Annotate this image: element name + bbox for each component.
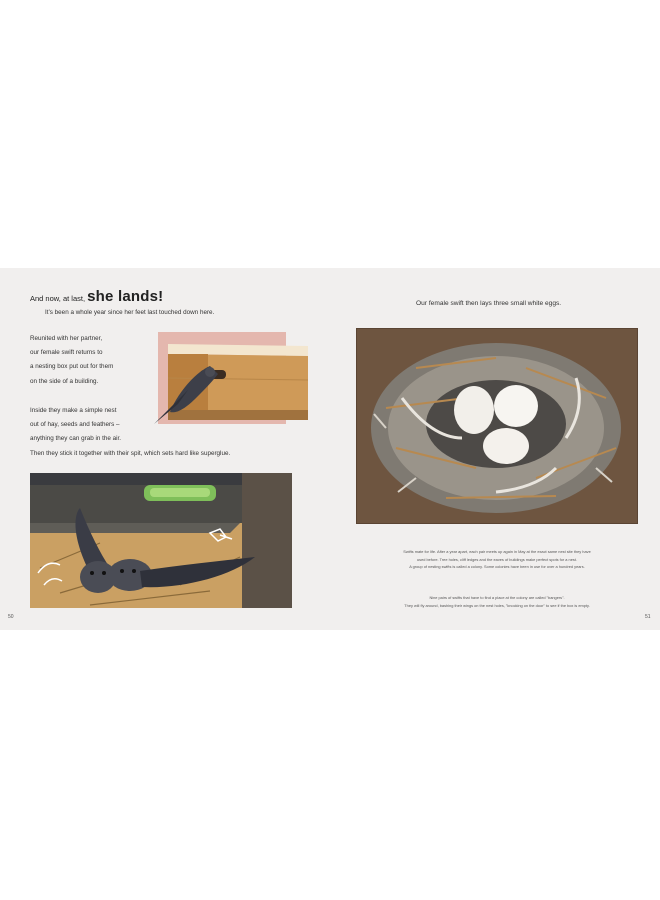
body-paragraph xyxy=(356,548,638,571)
text-line: Nine pairs of swifts that have to find a place at the colony are called "bangers". xyxy=(429,595,565,600)
text-line: anything they can grab in the air. xyxy=(30,435,122,443)
page-number-right: 51 xyxy=(645,614,651,620)
book-spread xyxy=(0,268,660,630)
lede-subtitle: It’s been a whole year since her feet last touched down here. xyxy=(45,309,215,316)
paragraph-reunited xyxy=(30,332,113,389)
text-line: Inside they make a simple nest xyxy=(30,407,117,414)
text-line: our female swift returns to xyxy=(30,349,103,357)
text-line: A group of nesting swifts is called a colony. Some colonies have been in use for over a hundred years. xyxy=(409,564,585,569)
text-line: a nesting box put out for them xyxy=(30,363,114,371)
lede-prefix: And now, at last, xyxy=(30,294,86,303)
lede-emphasis: she lands! xyxy=(87,288,164,305)
swift-pair-illustration xyxy=(30,473,292,608)
text-line: Reunited with her partner, xyxy=(30,335,103,342)
text-line: Swifts mate for life. After a year apart, each pair meets up again in May at the exact same nest site they have xyxy=(403,549,591,554)
text-line: used before. Tree holes, cliff ledges and the eaves of buildings make perfect spots for a nest. xyxy=(417,556,577,562)
body-paragraph-2 xyxy=(356,594,638,609)
text-line: Then they stick it together with their spit, which sets hard like superglue. xyxy=(30,449,231,457)
egg-caption: Our female swift then lays three small white eggs. xyxy=(416,300,562,307)
text-line: They will fly around, bashing their wings on the nest holes, "knocking on the door" to see if the box is empty. xyxy=(404,602,590,608)
text-line: out of hay, seeds and feathers – xyxy=(30,421,120,429)
nesting-box-illustration xyxy=(148,328,312,428)
page-number-left: 50 xyxy=(8,614,14,620)
lede-heading xyxy=(30,288,163,305)
text-line: on the side of a building. xyxy=(30,377,99,385)
nest-eggs-illustration xyxy=(356,328,638,524)
